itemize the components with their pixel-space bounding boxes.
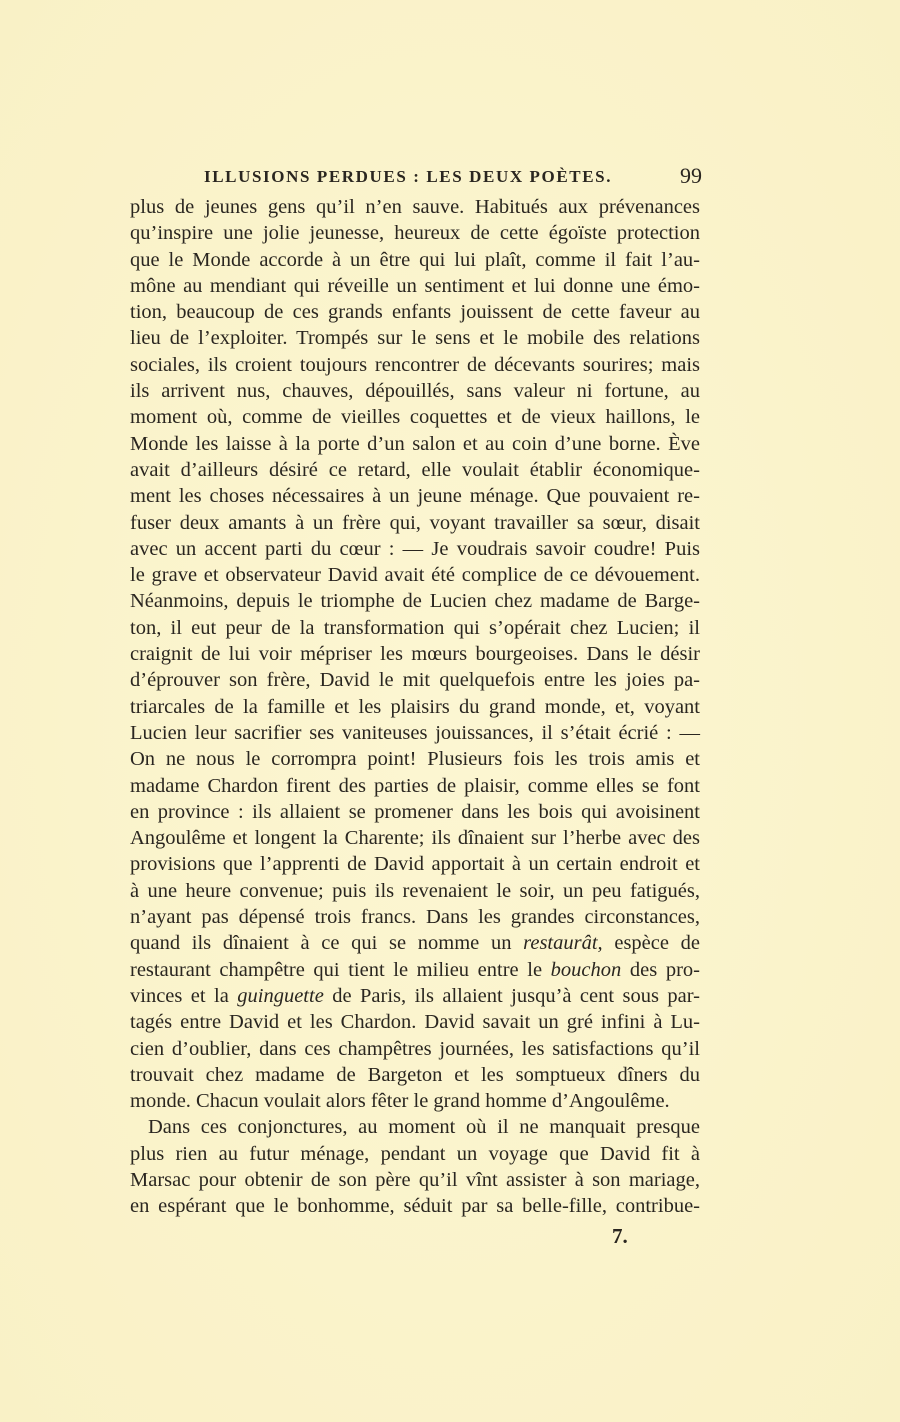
text-run: ment les choses nécessaires à un jeune ménage. Que pouvaient re- [130, 485, 700, 508]
text-line [130, 930, 700, 956]
text-run: le grave et observateur David avait été complice de ce dévouement. [130, 564, 700, 587]
text-run: moment où, comme de vieilles coquettes et de vieux haillons, le [130, 406, 700, 429]
text-line [130, 1193, 700, 1219]
text-run: mône au mendiant qui réveille un sentiment et lui donne une émo- [130, 274, 700, 297]
text-line [130, 878, 700, 904]
text-run: qu’inspire une jolie jeunesse, heureux de cette égoïste protection [130, 222, 700, 245]
text-line [130, 904, 700, 930]
text-line [130, 325, 700, 351]
text-line [130, 1167, 700, 1193]
text-line [130, 1088, 700, 1114]
text-line [130, 641, 700, 667]
text-line [130, 352, 700, 378]
page-number: 99 [680, 163, 702, 188]
text-run: provisions que l’apprenti de David apportait à un certain endroit et [130, 853, 700, 876]
text-run: lieu de l’exploiter. Trompés sur le sens et le mobile des relations [130, 327, 700, 350]
text-line [130, 299, 700, 325]
running-title: ILLUSIONS PERDUES : LES DEUX POÈTES. [204, 167, 613, 186]
text-run: cien d’oublier, dans ces champêtres journées, les satisfactions qu’il [130, 1037, 700, 1060]
italic-text: restaurât, [523, 932, 603, 955]
text-run: plus rien au futur ménage, pendant un voyage que David fit à [130, 1142, 700, 1165]
text-run: craignit de lui voir mépriser les mœurs bourgeoises. Dans le désir [130, 643, 700, 666]
italic-text: bouchon [550, 958, 622, 981]
text-line [130, 510, 700, 536]
text-line [130, 431, 700, 457]
text-run: vinces et la [130, 984, 238, 1007]
text-line [130, 194, 700, 220]
text-run: Angoulême et longent la Charente; ils dînaient sur l’herbe avec des [130, 827, 700, 850]
text-run: avec un accent parti du cœur : — Je voudrais savoir coudre! Puis [130, 537, 700, 560]
text-line [130, 615, 700, 641]
text-run: Dans ces conjonctures, au moment où il ne manquait presque [148, 1116, 700, 1139]
italic-text: guinguette [237, 984, 324, 1007]
text-run: d’éprouver son frère, David le mit quelquefois entre les joies pa- [130, 669, 700, 692]
text-line [130, 220, 700, 246]
text-line [130, 851, 700, 877]
text-line [130, 588, 700, 614]
text-run: Néanmoins, depuis le triomphe de Lucien chez madame de Barge- [130, 590, 700, 613]
text-run: Lucien leur sacrifier ses vaniteuses jouissances, il s’était écrié : — [130, 721, 700, 744]
running-header [204, 163, 702, 191]
text-line [130, 1114, 700, 1140]
text-run: monde. Chacun voulait alors fêter le grand homme d’Angoulême. [130, 1090, 670, 1113]
text-line [130, 957, 700, 983]
text-line [130, 1036, 700, 1062]
text-line [130, 273, 700, 299]
text-run: ils arrivent nus, chauves, dépouillés, sans valeur ni fortune, au [130, 380, 700, 403]
text-run: trouvait chez madame de Bargeton et les somptueux dîners du [130, 1063, 700, 1086]
text-line [130, 457, 700, 483]
text-run: madame Chardon firent des parties de plaisir, comme elles se font [130, 774, 700, 797]
text-run: On ne nous le corrompra point! Plusieurs fois les trois amis et [130, 748, 700, 771]
text-line [130, 667, 700, 693]
text-run: n’ayant pas dépensé trois francs. Dans les grandes circonstances, [130, 906, 700, 929]
text-run: des pro- [621, 958, 700, 981]
text-run: sociales, ils croient toujours rencontrer de décevants sourires; mais [130, 353, 700, 376]
text-line [130, 746, 700, 772]
text-line [130, 773, 700, 799]
text-line [130, 404, 700, 430]
text-line [130, 562, 700, 588]
text-line [130, 1062, 700, 1088]
text-run: plus de jeunes gens qu’il n’en sauve. Habitués aux prévenances [130, 196, 700, 218]
text-line [130, 247, 700, 273]
text-line [130, 378, 700, 404]
text-run: Monde les laisse à la porte d’un salon et au coin d’une borne. Ève [130, 432, 700, 455]
text-line [130, 1009, 700, 1035]
text-line [130, 799, 700, 825]
text-run: tagés entre David et les Chardon. David savait un gré infini à Lu- [130, 1011, 700, 1034]
text-run: tion, beaucoup de ces grands enfants jouissent de cette faveur au [130, 301, 700, 324]
text-line [130, 536, 700, 562]
text-line [130, 694, 700, 720]
text-run: en espérant que le bonhomme, séduit par sa belle-fille, contribue- [130, 1195, 700, 1218]
text-run: Marsac pour obtenir de son père qu’il vînt assister à son mariage, [130, 1168, 700, 1191]
text-run: fuser deux amants à un frère qui, voyant travailler sa sœur, disait [130, 511, 700, 534]
text-run: à une heure convenue; puis ils revenaient le soir, un peu fatigués, [130, 879, 700, 902]
signature-mark: 7. [612, 1224, 628, 1248]
text-run: en province : ils allaient se promener dans les bois qui avoisinent [130, 800, 700, 823]
text-line [130, 1141, 700, 1167]
text-run: de Paris, ils allaient jusqu’à cent sous par- [323, 984, 700, 1007]
text-line [130, 720, 700, 746]
text-line [130, 983, 700, 1009]
text-line [130, 825, 700, 851]
text-run: espèce de [602, 932, 700, 955]
text-run: avait d’ailleurs désiré ce retard, elle voulait établir économique- [130, 458, 700, 481]
text-line [130, 483, 700, 509]
body-text [130, 194, 700, 1220]
text-run: ton, il eut peur de la transformation qui s’opérait chez Lucien; il [130, 616, 700, 639]
text-run: triarcales de la famille et les plaisirs du grand monde, et, voyant [130, 695, 700, 718]
text-run: quand ils dînaient à ce qui se nomme un [130, 932, 524, 955]
text-run: restaurant champêtre qui tient le milieu entre le [130, 958, 551, 981]
text-run: que le Monde accorde à un être qui lui plaît, comme il fait l’au- [130, 248, 700, 271]
